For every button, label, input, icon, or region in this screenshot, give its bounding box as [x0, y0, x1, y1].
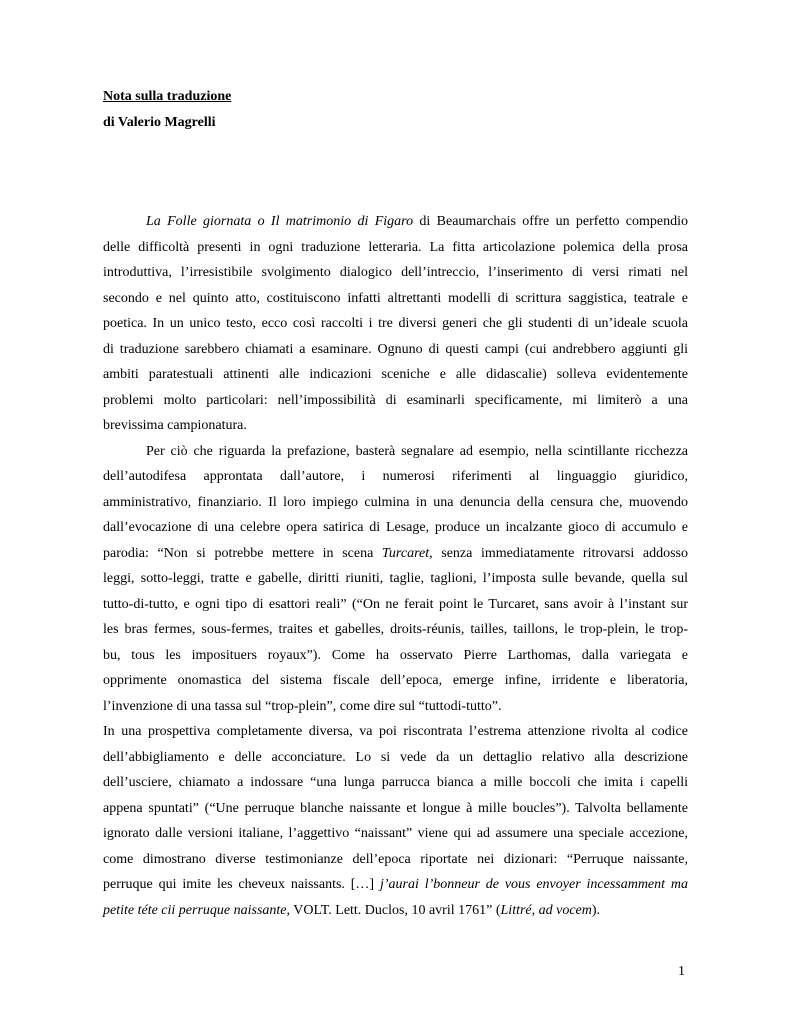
text-segment: dell’usciere, chiamato a indossare “una lunga parrucca bianca a mille boccoli che imita i capelli — [103, 775, 688, 790]
text-segment: appena spuntati” (“Une perruque blanche naissante et longue à mille boucles”). Talvolta bellamente — [103, 800, 688, 816]
text-segment: , senza immediatamente ritrovarsi addosso — [429, 545, 688, 561]
text-line — [103, 413, 688, 439]
text-segment: parodia: “Non si potrebbe mettere in scena — [103, 545, 382, 561]
page-number: 1 — [678, 964, 685, 979]
text-line — [103, 362, 688, 388]
text-segment: opprimente onomastica del sistema fiscale dell’epoca, emerge infine, irridente e liberatoria, — [103, 673, 688, 688]
text-segment: tutto-di-tutto, e ogni tipo di esattori reali” (“On ne ferait point le Turcaret, sans avoir à l’instant sur — [103, 596, 688, 612]
text-segment: dall’evocazione di una celebre opera satirica di Lesage, produce un incalzante gioco di accumulo e — [103, 520, 688, 535]
text-segment: secondo e nel quinto atto, costituiscono infatti altrettanti modelli di scrittura saggistica, teatrale e — [103, 290, 688, 306]
italic-text-segment: La Folle giornata o Il matrimonio di Figaro — [146, 214, 414, 229]
text-segment: bu, tous les imposituers royaux”). Come ha osservato Pierre Larthomas, dalla variegata e — [103, 647, 688, 663]
text-segment: di Beaumarchais offre un perfetto compendio — [413, 214, 688, 229]
text-segment: delle difficoltà presenti in ogni traduzione letteraria. La fitta articolazione polemica della prosa — [103, 239, 688, 255]
text-segment: l’invenzione di una tassa sul “trop-plein”, come dire sul “tuttodi-tutto”. — [103, 698, 502, 714]
document-title: Nota sulla traduzione — [103, 89, 232, 104]
text-line — [103, 898, 688, 924]
document-author: di Valerio Magrelli — [103, 115, 216, 130]
italic-text-segment: Turcaret — [381, 545, 430, 561]
text-line — [103, 770, 688, 796]
text-line — [103, 719, 688, 745]
text-segment: di traduzione sarebbero chiamati a esaminare. Ognuno di questi campi (cui andrebbero aggiunti gli — [103, 341, 688, 357]
text-segment: dell’abbigliamento e delle acconciature. Lo si vede da un dettaglio relativo alla descrizione — [103, 749, 688, 765]
text-segment: poetica. In un unico testo, ecco così raccolti i tre diversi generi che gli studenti di un’ideale scuola — [103, 316, 688, 331]
italic-text-segment: Littré, ad vocem — [500, 902, 592, 918]
text-line — [103, 566, 688, 592]
text-line — [103, 286, 688, 312]
text-line — [103, 209, 688, 235]
text-line — [103, 872, 688, 898]
text-line — [103, 617, 688, 643]
text-line — [103, 745, 688, 771]
text-line — [103, 821, 688, 847]
text-segment: dell’autodifesa approntata dall’autore, i numerosi riferimenti al linguaggio giuridico, — [103, 469, 688, 484]
text-line — [103, 796, 688, 822]
italic-text-segment: petite téte cii perruque naissante — [103, 902, 287, 918]
text-segment: Per ciò che riguarda la prefazione, basterà segnalare ad esempio, nella scintillante ricchezza — [146, 443, 688, 459]
text-segment: amministrativo, finanziario. Il loro impiego culmina in una denuncia della censura che, muovendo — [103, 494, 688, 510]
text-line — [103, 668, 688, 694]
text-segment: problemi molto particolari: nell’impossibilità di esaminarli specificamente, mi limiterò a una — [103, 392, 688, 408]
body-text — [103, 209, 688, 923]
text-segment: ignorato dalle versioni italiane, l’aggettivo “naissant” viene qui ad assumere una speciale accezione, — [103, 826, 688, 841]
text-line — [103, 694, 688, 720]
text-line — [103, 388, 688, 414]
text-line — [103, 464, 688, 490]
text-line — [103, 515, 688, 541]
text-segment: ambiti paratestuali attinenti alle indicazioni sceniche e alle didascalie) solleva evidentemente — [103, 367, 688, 382]
text-segment: , VOLT. Lett. Duclos, 10 avril 1761” ( — [286, 902, 501, 918]
text-line — [103, 490, 688, 516]
text-line — [103, 592, 688, 618]
text-line — [103, 847, 688, 873]
text-line — [103, 439, 688, 465]
text-segment: brevissima campionatura. — [103, 418, 247, 433]
text-line — [103, 235, 688, 261]
italic-text-segment: j’aurai l’bonneur de vous envoyer incessamment ma — [379, 877, 688, 892]
text-segment: introduttiva, l’irresistibile svolgimento dialogico dell’intreccio, l’inserimento di versi rimati nel — [103, 265, 688, 280]
text-line — [103, 260, 688, 286]
text-segment: come dimostrano diverse testimonianze dell’epoca riportate nei dizionari: “Perruque naissante, — [103, 851, 688, 867]
text-line — [103, 643, 688, 669]
text-line — [103, 337, 688, 363]
text-segment: ). — [591, 902, 601, 918]
text-line — [103, 311, 688, 337]
text-segment: les bras fermes, sous-fermes, traites et gabelles, droits-réunis, tailles, taillons, le trop-plein, le trop- — [103, 622, 688, 637]
text-segment: leggi, sotto-leggi, tratte e gabelle, diritti riuniti, taglie, taglioni, l’imposta sulle bevande, quella sul — [103, 571, 688, 586]
text-segment: In una prospettiva completamente diversa, va poi riscontrata l’estrema attenzione rivolta al codice — [103, 724, 688, 739]
text-line — [103, 541, 688, 567]
text-segment: perruque qui imite les cheveux naissants. […] — [103, 877, 380, 892]
